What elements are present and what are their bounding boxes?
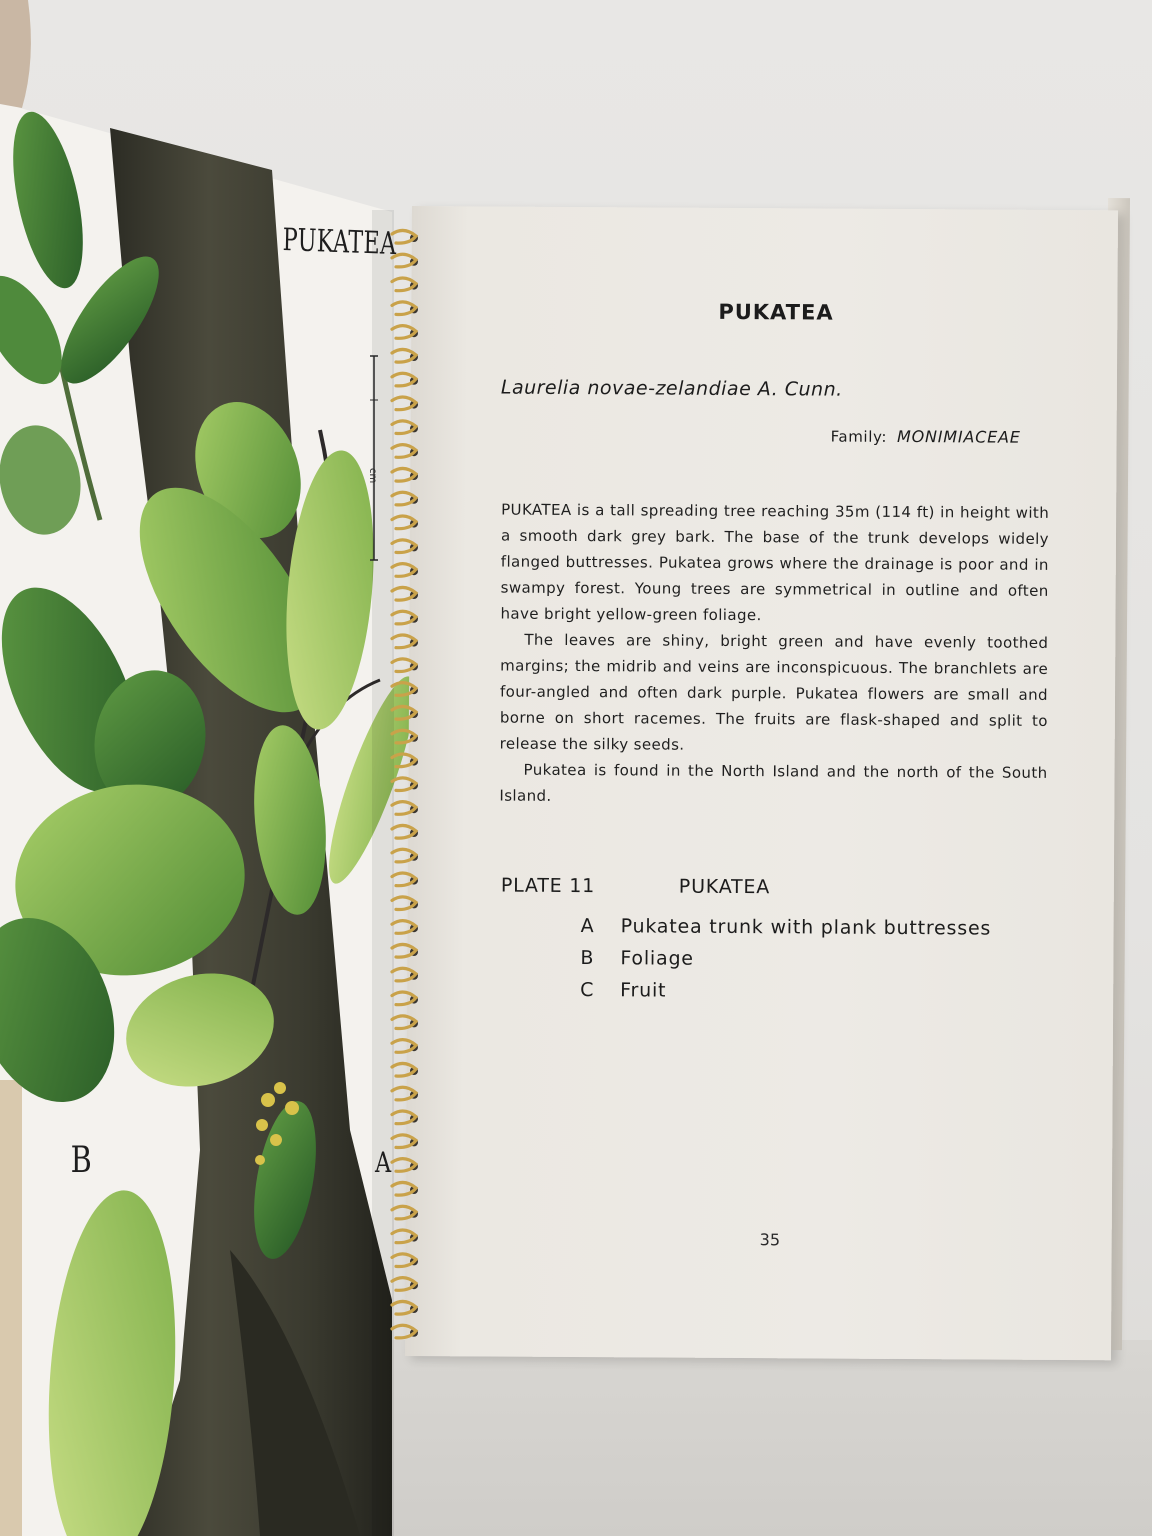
plate-item-letter: B <box>580 947 595 970</box>
plate-name: PUKATEA <box>678 875 771 899</box>
plate-item-text: Foliage <box>620 947 694 970</box>
paragraph-3: Pukatea is found in the North Island and the north of the South Island. <box>499 760 1048 805</box>
plate-item <box>580 979 666 1002</box>
species-name: Laurelia novae-zelandiae A. Cunn. <box>500 376 843 401</box>
plate-item-letter: A <box>580 915 595 938</box>
plate-letter-b: B <box>70 1140 92 1181</box>
plate-item <box>581 915 992 940</box>
plate-title: PUKATEA <box>282 222 397 263</box>
spiral-binding <box>386 228 426 1348</box>
paragraph-2: The leaves are shiny, bright green and have evenly toothed margins; the midrib and veins are inconspicuous. The branchlets are four-angled and often dark purple. Pukatea flowers are small and borne on short racemes. The fruits are flask-shaped and split to release the silky seeds. <box>499 630 1049 754</box>
family-label: Family: <box>830 427 888 446</box>
scale-label: cm <box>367 468 378 484</box>
plate-item <box>580 947 694 970</box>
illustration-page <box>0 0 410 1536</box>
page-number: 35 <box>759 1230 781 1250</box>
plate-item-letter: C <box>580 979 595 1002</box>
text-page <box>405 206 1118 1360</box>
plate-item-text: Pukatea trunk with plank buttresses <box>620 915 992 940</box>
page-heading: PUKATEA <box>718 299 834 325</box>
family-name: MONIMIACEAE <box>896 426 1021 447</box>
plate-letter-a: A <box>375 1146 392 1179</box>
description-text <box>499 497 1049 812</box>
paragraph-1: PUKATEA is a tall spreading tree reaching 35m (114 ft) in height with a smooth dark grey bark. The base of the trunk develops widely flanged buttresses. Pukatea grows where the drainage is poor and in swampy forest. Young trees are symmetrical in outline and often have bright yellow-green foliage. <box>500 500 1050 625</box>
plate-number: PLATE 11 <box>500 874 596 898</box>
plate-item-text: Fruit <box>620 979 667 1002</box>
family-line <box>831 427 1021 447</box>
